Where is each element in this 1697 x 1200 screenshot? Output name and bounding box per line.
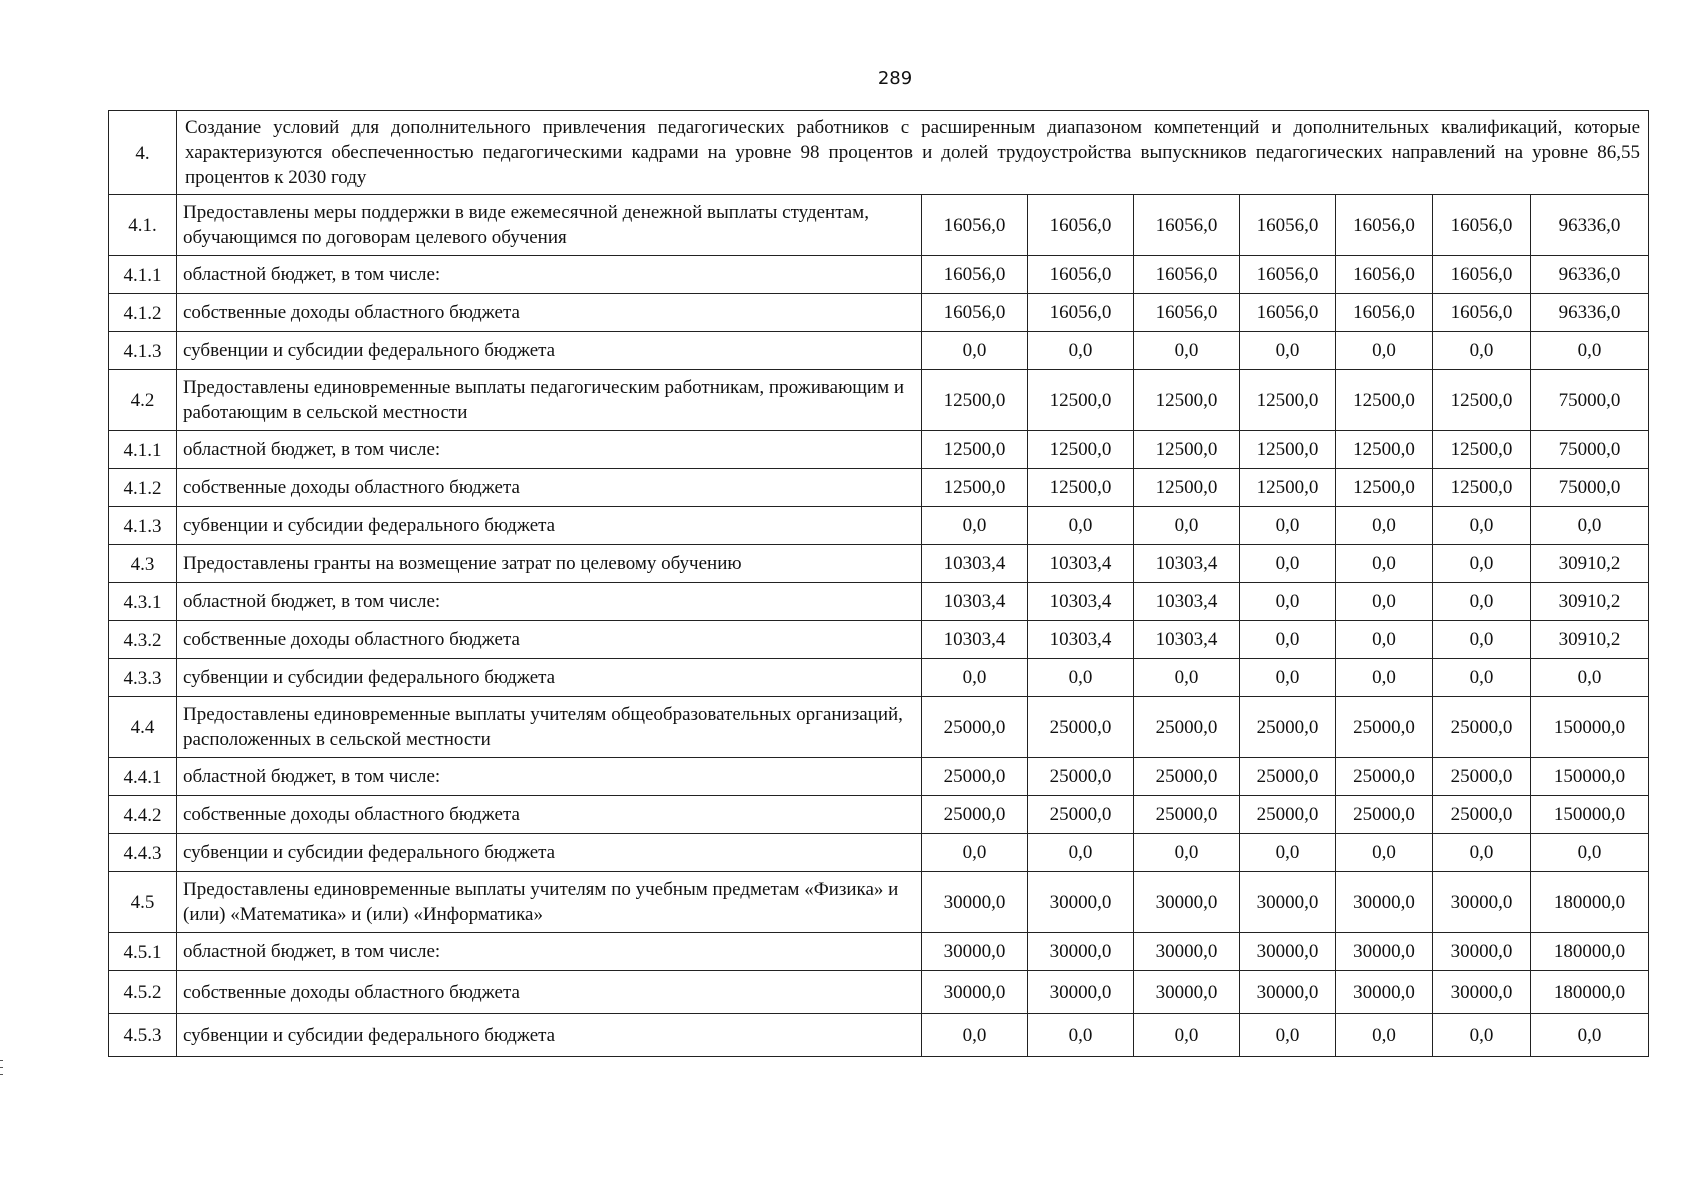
row-year-value: 10303,4 <box>922 545 1028 583</box>
row-year-value: 30000,0 <box>922 971 1028 1014</box>
row-description: собственные доходы областного бюджета <box>177 796 922 834</box>
row-year-value: 12500,0 <box>1240 469 1336 507</box>
row-year-value: 10303,4 <box>1134 583 1240 621</box>
row-year-value: 25000,0 <box>1240 697 1336 758</box>
row-year-value: 30000,0 <box>1134 872 1240 933</box>
table-row <box>109 583 1649 621</box>
row-year-value: 25000,0 <box>1134 796 1240 834</box>
row-year-value: 12500,0 <box>1134 431 1240 469</box>
table-row <box>109 469 1649 507</box>
row-year-value: 30000,0 <box>1028 933 1134 971</box>
row-year-value: 12500,0 <box>1028 370 1134 431</box>
row-description: собственные доходы областного бюджета <box>177 469 922 507</box>
row-description: Предоставлены единовременные выплаты педагогическим работникам, проживающим и работающим в сельской местности <box>177 370 922 431</box>
row-year-value: 30000,0 <box>1028 872 1134 933</box>
row-year-value: 25000,0 <box>1028 758 1134 796</box>
row-year-value: 10303,4 <box>1028 545 1134 583</box>
row-year-value: 12500,0 <box>1433 370 1531 431</box>
row-year-value: 0,0 <box>1336 332 1433 370</box>
row-number: 4.3.2 <box>109 621 177 659</box>
table-row <box>109 545 1649 583</box>
row-total-value: 0,0 <box>1531 659 1649 697</box>
table-row <box>109 195 1649 256</box>
row-year-value: 25000,0 <box>1336 796 1433 834</box>
row-year-value: 25000,0 <box>922 796 1028 834</box>
row-year-value: 0,0 <box>1240 583 1336 621</box>
row-year-value: 0,0 <box>1134 659 1240 697</box>
row-number: 4.1.3 <box>109 507 177 545</box>
row-year-value: 0,0 <box>1336 659 1433 697</box>
row-year-value: 25000,0 <box>1240 758 1336 796</box>
row-year-value: 30000,0 <box>1134 933 1240 971</box>
row-year-value: 12500,0 <box>922 469 1028 507</box>
table-row <box>109 294 1649 332</box>
row-description: субвенции и субсидии федерального бюджета <box>177 1014 922 1057</box>
row-description: субвенции и субсидии федерального бюджета <box>177 659 922 697</box>
row-year-value: 0,0 <box>1433 621 1531 659</box>
row-total-value: 75000,0 <box>1531 431 1649 469</box>
row-number: 4.1.1 <box>109 431 177 469</box>
table-row <box>109 796 1649 834</box>
row-year-value: 0,0 <box>922 834 1028 872</box>
table-row <box>109 872 1649 933</box>
row-year-value: 12500,0 <box>922 431 1028 469</box>
row-number: 4.5 <box>109 872 177 933</box>
row-year-value: 30000,0 <box>1240 933 1336 971</box>
row-number: 4.3 <box>109 545 177 583</box>
row-number: 4.5.3 <box>109 1014 177 1057</box>
row-year-value: 0,0 <box>1433 507 1531 545</box>
row-year-value: 12500,0 <box>1336 469 1433 507</box>
page-number: 289 <box>877 68 913 89</box>
row-year-value: 16056,0 <box>1240 195 1336 256</box>
row-number: 4.1.2 <box>109 294 177 332</box>
row-total-value: 75000,0 <box>1531 469 1649 507</box>
row-total-value: 30910,2 <box>1531 583 1649 621</box>
row-total-value: 0,0 <box>1531 834 1649 872</box>
table-row <box>109 332 1649 370</box>
row-number: 4.1.2 <box>109 469 177 507</box>
row-total-value: 150000,0 <box>1531 796 1649 834</box>
row-year-value: 25000,0 <box>1336 697 1433 758</box>
row-year-value: 30000,0 <box>1028 971 1134 1014</box>
row-year-value: 0,0 <box>1134 1014 1240 1057</box>
row-year-value: 10303,4 <box>1028 621 1134 659</box>
row-description: субвенции и субсидии федерального бюджета <box>177 332 922 370</box>
row-number: 4.5.1 <box>109 933 177 971</box>
row-description: областной бюджет, в том числе: <box>177 431 922 469</box>
row-year-value: 0,0 <box>1028 507 1134 545</box>
row-number: 4.1.1 <box>109 256 177 294</box>
row-year-value: 0,0 <box>1134 332 1240 370</box>
row-year-value: 30000,0 <box>1134 971 1240 1014</box>
row-year-value: 30000,0 <box>922 933 1028 971</box>
row-year-value: 0,0 <box>1240 507 1336 545</box>
row-description: Предоставлены гранты на возмещение затрат по целевому обучению <box>177 545 922 583</box>
row-year-value: 16056,0 <box>922 294 1028 332</box>
row-year-value: 25000,0 <box>1134 697 1240 758</box>
row-year-value: 0,0 <box>1240 332 1336 370</box>
scan-edge-marks <box>0 1060 3 1180</box>
row-year-value: 0,0 <box>1433 583 1531 621</box>
row-year-value: 25000,0 <box>1433 796 1531 834</box>
row-year-value: 16056,0 <box>922 256 1028 294</box>
row-year-value: 25000,0 <box>1336 758 1433 796</box>
row-description: собственные доходы областного бюджета <box>177 294 922 332</box>
row-year-value: 0,0 <box>1336 583 1433 621</box>
row-year-value: 0,0 <box>1134 507 1240 545</box>
row-year-value: 12500,0 <box>1433 469 1531 507</box>
row-number: 4.1. <box>109 195 177 256</box>
table-row <box>109 697 1649 758</box>
row-year-value: 0,0 <box>1240 834 1336 872</box>
row-total-value: 30910,2 <box>1531 621 1649 659</box>
row-year-value: 0,0 <box>1433 834 1531 872</box>
row-year-value: 0,0 <box>1433 545 1531 583</box>
row-year-value: 12500,0 <box>1134 469 1240 507</box>
row-total-value: 180000,0 <box>1531 933 1649 971</box>
section-title: Создание условий для дополнительного привлечения педагогических работников с расширенным диапазоном компетенций и дополнительных квалификаций, которые характеризуются обеспеченностью педагогическими кадрами на уровне 98 процентов и долей трудоустройства выпускников педагогических направлений на уровне 86,55 процентов к 2030 году <box>177 111 1649 195</box>
row-total-value: 0,0 <box>1531 332 1649 370</box>
row-description: субвенции и субсидии федерального бюджета <box>177 507 922 545</box>
row-year-value: 16056,0 <box>1240 294 1336 332</box>
row-total-value: 96336,0 <box>1531 195 1649 256</box>
table-row <box>109 431 1649 469</box>
row-year-value: 16056,0 <box>1336 294 1433 332</box>
table-row <box>109 621 1649 659</box>
row-year-value: 16056,0 <box>1028 294 1134 332</box>
row-year-value: 0,0 <box>1028 659 1134 697</box>
row-year-value: 16056,0 <box>1433 256 1531 294</box>
row-year-value: 16056,0 <box>1028 195 1134 256</box>
row-year-value: 0,0 <box>922 332 1028 370</box>
row-year-value: 0,0 <box>1134 834 1240 872</box>
row-description: областной бюджет, в том числе: <box>177 758 922 796</box>
row-description: собственные доходы областного бюджета <box>177 971 922 1014</box>
row-year-value: 16056,0 <box>1433 294 1531 332</box>
row-year-value: 25000,0 <box>1433 758 1531 796</box>
row-year-value: 12500,0 <box>1134 370 1240 431</box>
row-year-value: 12500,0 <box>1240 370 1336 431</box>
row-year-value: 0,0 <box>1433 332 1531 370</box>
table-row <box>109 933 1649 971</box>
row-number: 4.1.3 <box>109 332 177 370</box>
row-total-value: 30910,2 <box>1531 545 1649 583</box>
row-year-value: 12500,0 <box>1028 469 1134 507</box>
row-year-value: 0,0 <box>1028 1014 1134 1057</box>
row-total-value: 96336,0 <box>1531 256 1649 294</box>
row-year-value: 0,0 <box>1336 545 1433 583</box>
row-year-value: 0,0 <box>1336 621 1433 659</box>
row-description: областной бюджет, в том числе: <box>177 583 922 621</box>
row-year-value: 12500,0 <box>1336 431 1433 469</box>
table-row <box>109 370 1649 431</box>
table-row <box>109 834 1649 872</box>
row-year-value: 10303,4 <box>922 583 1028 621</box>
row-year-value: 0,0 <box>1240 621 1336 659</box>
row-year-value: 16056,0 <box>1134 294 1240 332</box>
row-year-value: 12500,0 <box>1336 370 1433 431</box>
table-row <box>109 758 1649 796</box>
row-year-value: 10303,4 <box>1028 583 1134 621</box>
row-year-value: 0,0 <box>1240 1014 1336 1057</box>
row-year-value: 0,0 <box>922 659 1028 697</box>
row-year-value: 0,0 <box>1336 507 1433 545</box>
row-year-value: 16056,0 <box>1336 256 1433 294</box>
row-year-value: 12500,0 <box>1028 431 1134 469</box>
row-number: 4.3.3 <box>109 659 177 697</box>
table-row <box>109 971 1649 1014</box>
row-description: Предоставлены единовременные выплаты учителям по учебным предметам «Физика» и (или) «Математика» и (или) «Информатика» <box>177 872 922 933</box>
row-description: областной бюджет, в том числе: <box>177 256 922 294</box>
row-year-value: 25000,0 <box>1028 697 1134 758</box>
row-total-value: 75000,0 <box>1531 370 1649 431</box>
row-total-value: 150000,0 <box>1531 758 1649 796</box>
row-year-value: 16056,0 <box>922 195 1028 256</box>
row-year-value: 0,0 <box>1240 545 1336 583</box>
row-number: 4.2 <box>109 370 177 431</box>
row-number: 4.4.2 <box>109 796 177 834</box>
section-number: 4. <box>109 111 177 195</box>
row-total-value: 180000,0 <box>1531 872 1649 933</box>
row-description: областной бюджет, в том числе: <box>177 933 922 971</box>
row-number: 4.4.1 <box>109 758 177 796</box>
row-year-value: 0,0 <box>1336 1014 1433 1057</box>
row-total-value: 96336,0 <box>1531 294 1649 332</box>
row-year-value: 25000,0 <box>1433 697 1531 758</box>
row-total-value: 180000,0 <box>1531 971 1649 1014</box>
row-year-value: 12500,0 <box>1433 431 1531 469</box>
row-year-value: 30000,0 <box>1336 971 1433 1014</box>
row-description: собственные доходы областного бюджета <box>177 621 922 659</box>
row-year-value: 30000,0 <box>922 872 1028 933</box>
row-year-value: 10303,4 <box>922 621 1028 659</box>
table-row <box>109 659 1649 697</box>
row-year-value: 16056,0 <box>1134 256 1240 294</box>
row-year-value: 12500,0 <box>922 370 1028 431</box>
row-year-value: 0,0 <box>1336 834 1433 872</box>
row-year-value: 16056,0 <box>1433 195 1531 256</box>
row-year-value: 30000,0 <box>1433 971 1531 1014</box>
row-year-value: 0,0 <box>1433 659 1531 697</box>
row-year-value: 25000,0 <box>1028 796 1134 834</box>
row-year-value: 16056,0 <box>1134 195 1240 256</box>
row-year-value: 0,0 <box>1028 834 1134 872</box>
row-year-value: 16056,0 <box>1336 195 1433 256</box>
row-total-value: 150000,0 <box>1531 697 1649 758</box>
row-year-value: 0,0 <box>922 1014 1028 1057</box>
row-year-value: 0,0 <box>1028 332 1134 370</box>
row-year-value: 10303,4 <box>1134 621 1240 659</box>
table-body <box>109 111 1649 1057</box>
row-year-value: 30000,0 <box>1433 872 1531 933</box>
row-year-value: 12500,0 <box>1240 431 1336 469</box>
row-description: субвенции и субсидии федерального бюджета <box>177 834 922 872</box>
row-year-value: 0,0 <box>1433 1014 1531 1057</box>
row-number: 4.5.2 <box>109 971 177 1014</box>
row-year-value: 16056,0 <box>1240 256 1336 294</box>
row-year-value: 30000,0 <box>1433 933 1531 971</box>
row-year-value: 30000,0 <box>1240 872 1336 933</box>
table-row <box>109 256 1649 294</box>
row-year-value: 25000,0 <box>922 758 1028 796</box>
row-year-value: 0,0 <box>922 507 1028 545</box>
row-year-value: 0,0 <box>1240 659 1336 697</box>
row-number: 4.4 <box>109 697 177 758</box>
row-description: Предоставлены меры поддержки в виде ежемесячной денежной выплаты студентам, обучающимся по договорам целевого обучения <box>177 195 922 256</box>
row-year-value: 30000,0 <box>1240 971 1336 1014</box>
section-header-row <box>109 111 1649 195</box>
row-year-value: 25000,0 <box>1240 796 1336 834</box>
row-year-value: 30000,0 <box>1336 872 1433 933</box>
row-description: Предоставлены единовременные выплаты учителям общеобразовательных организаций, расположенных в сельской местности <box>177 697 922 758</box>
row-number: 4.4.3 <box>109 834 177 872</box>
row-year-value: 10303,4 <box>1134 545 1240 583</box>
table-row <box>109 507 1649 545</box>
row-year-value: 25000,0 <box>1134 758 1240 796</box>
row-year-value: 30000,0 <box>1336 933 1433 971</box>
table-row <box>109 1014 1649 1057</box>
budget-table <box>108 110 1649 1057</box>
row-year-value: 25000,0 <box>922 697 1028 758</box>
row-total-value: 0,0 <box>1531 507 1649 545</box>
row-year-value: 16056,0 <box>1028 256 1134 294</box>
row-total-value: 0,0 <box>1531 1014 1649 1057</box>
row-number: 4.3.1 <box>109 583 177 621</box>
